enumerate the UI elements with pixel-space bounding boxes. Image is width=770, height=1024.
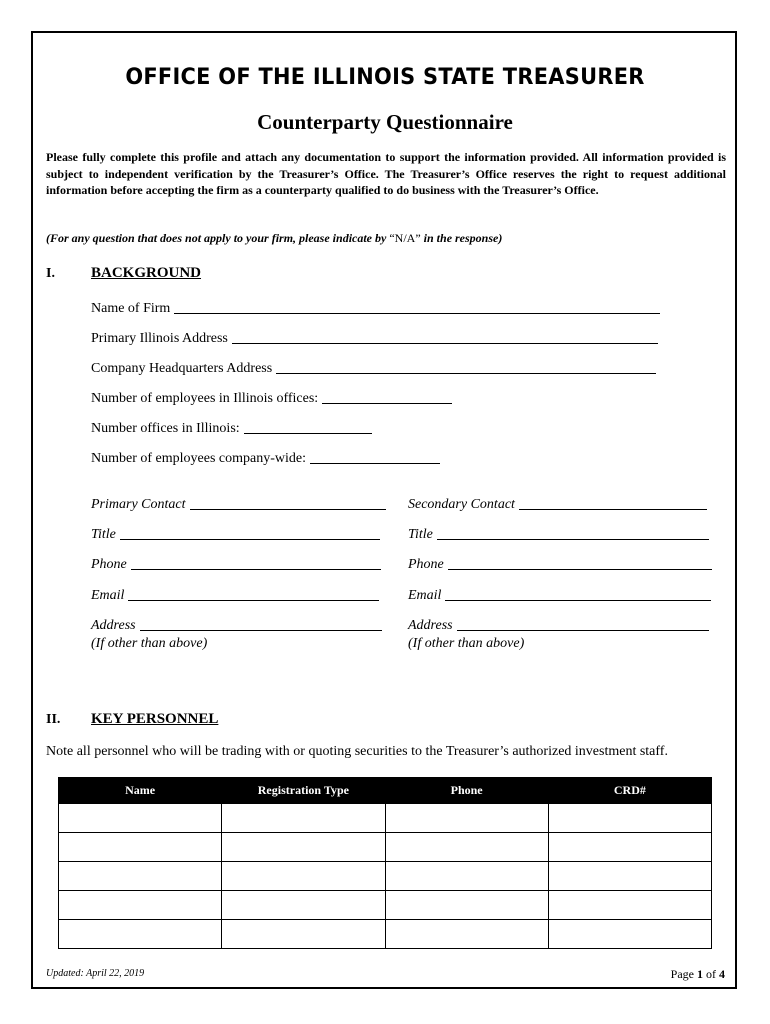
page-number: 1 [697, 967, 703, 981]
table-cell[interactable] [385, 920, 548, 949]
primary-address-contact-input-line[interactable] [140, 630, 382, 631]
secondary-address-contact-field[interactable] [408, 618, 709, 634]
table-cell[interactable] [548, 891, 711, 920]
section-2-heading: KEY PERSONNEL [91, 711, 219, 727]
primary-phone-input-line[interactable] [131, 569, 381, 570]
table-cell[interactable] [548, 862, 711, 891]
secondary-contact-field[interactable] [408, 497, 707, 513]
table-cell[interactable] [385, 862, 548, 891]
hq-address-field[interactable] [91, 361, 656, 377]
primary-title-field[interactable] [91, 527, 380, 543]
primary-address-field[interactable] [91, 331, 658, 347]
employees-il-input-line[interactable] [322, 403, 452, 404]
page-of-label: of [706, 967, 716, 981]
na-instruction-na: “N/A” [389, 231, 421, 245]
table-cell[interactable] [385, 833, 548, 862]
na-instruction-after: in the response) [420, 231, 503, 245]
primary-phone-field[interactable] [91, 557, 381, 573]
table-cell[interactable] [548, 833, 711, 862]
secondary-contact-input-line[interactable] [519, 509, 707, 510]
updated-date: Updated: April 22, 2019 [46, 968, 145, 979]
primary-contact-input-line[interactable] [190, 509, 386, 510]
primary-phone-label: Phone [91, 557, 127, 572]
secondary-contact-label: Secondary Contact [408, 497, 515, 512]
hq-address-input-line[interactable] [276, 373, 656, 374]
page-label: Page [670, 967, 694, 981]
page-subtitle: Counterparty Questionnaire [257, 110, 513, 134]
primary-address-contact-label: Address [91, 618, 136, 633]
section-2-number: II. [46, 712, 61, 727]
employees-total-input-line[interactable] [310, 463, 440, 464]
table-cell[interactable] [222, 833, 385, 862]
primary-contact-label: Primary Contact [91, 497, 186, 512]
secondary-email-input-line[interactable] [445, 600, 711, 601]
primary-address-label: Primary Illinois Address [91, 331, 228, 346]
column-header-name: Name [59, 777, 222, 804]
section-1-heading: BACKGROUND [91, 265, 202, 281]
secondary-phone-label: Phone [408, 557, 444, 572]
table-cell[interactable] [59, 833, 222, 862]
secondary-email-label: Email [408, 588, 442, 603]
table-row [59, 804, 712, 833]
secondary-title-input-line[interactable] [437, 539, 709, 540]
secondary-address-contact-label: Address [408, 618, 453, 633]
secondary-phone-field[interactable] [408, 557, 712, 573]
primary-address-input-line[interactable] [232, 343, 658, 344]
secondary-phone-input-line[interactable] [448, 569, 712, 570]
table-cell[interactable] [385, 891, 548, 920]
hq-address-label: Company Headquarters Address [91, 361, 273, 376]
table-cell[interactable] [222, 891, 385, 920]
primary-title-input-line[interactable] [120, 539, 380, 540]
table-cell[interactable] [59, 891, 222, 920]
employees-il-field[interactable] [91, 391, 452, 407]
primary-email-label: Email [91, 588, 125, 603]
column-header-crd: CRD# [548, 777, 711, 804]
personnel-note: Note all personnel who will be trading with or quoting securities to the Treasurer’s authorized investment staff. [46, 744, 668, 759]
offices-il-field[interactable] [91, 421, 372, 437]
offices-il-label: Number offices in Illinois: [91, 421, 240, 436]
table-cell[interactable] [548, 920, 711, 949]
primary-email-field[interactable] [91, 588, 379, 604]
column-header-phone: Phone [385, 777, 548, 804]
page-total: 4 [719, 967, 725, 981]
primary-address-contact-field[interactable] [91, 618, 382, 634]
primary-contact-field[interactable] [91, 497, 386, 513]
firm-name-field[interactable] [91, 301, 660, 317]
table-row [59, 862, 712, 891]
firm-name-input-line[interactable] [174, 313, 660, 314]
key-personnel-table [58, 777, 712, 949]
employees-total-field[interactable] [91, 451, 440, 467]
secondary-title-label: Title [408, 527, 433, 542]
firm-name-label: Name of Firm [91, 301, 171, 316]
table-header-row [59, 777, 712, 804]
table-row [59, 833, 712, 862]
secondary-email-field[interactable] [408, 588, 711, 604]
secondary-title-field[interactable] [408, 527, 709, 543]
section-1-number: I. [46, 266, 55, 281]
table-cell[interactable] [222, 862, 385, 891]
na-instruction [46, 231, 502, 246]
column-header-registration-type: Registration Type [222, 777, 385, 804]
table-cell[interactable] [59, 804, 222, 833]
secondary-address-note: (If other than above) [408, 636, 525, 651]
page-title: OFFICE OF THE ILLINOIS STATE TREASURER [125, 65, 645, 90]
table-cell[interactable] [548, 804, 711, 833]
page-indicator [671, 967, 725, 982]
table-row [59, 891, 712, 920]
primary-title-label: Title [91, 527, 116, 542]
employees-il-label: Number of employees in Illinois offices: [91, 391, 319, 406]
table-cell[interactable] [59, 862, 222, 891]
offices-il-input-line[interactable] [244, 433, 372, 434]
table-cell[interactable] [59, 920, 222, 949]
employees-total-label: Number of employees company-wide: [91, 451, 306, 466]
primary-email-input-line[interactable] [128, 600, 379, 601]
primary-address-note: (If other than above) [91, 636, 208, 651]
table-cell[interactable] [222, 804, 385, 833]
table-row [59, 920, 712, 949]
table-cell[interactable] [222, 920, 385, 949]
intro-paragraph: Please fully complete this profile and attach any documentation to support the information provided. All information provided is subject to independent verification by the Treasurer’s Office. The Treasurer’s Office reserves the right to request additional information before accepting the firm as a counterparty qualified to do business with the Treasurer’s Office. [46, 150, 726, 198]
table-cell[interactable] [385, 804, 548, 833]
secondary-address-contact-input-line[interactable] [457, 630, 709, 631]
na-instruction-before: (For any question that does not apply to your firm, please indicate by [46, 231, 390, 245]
